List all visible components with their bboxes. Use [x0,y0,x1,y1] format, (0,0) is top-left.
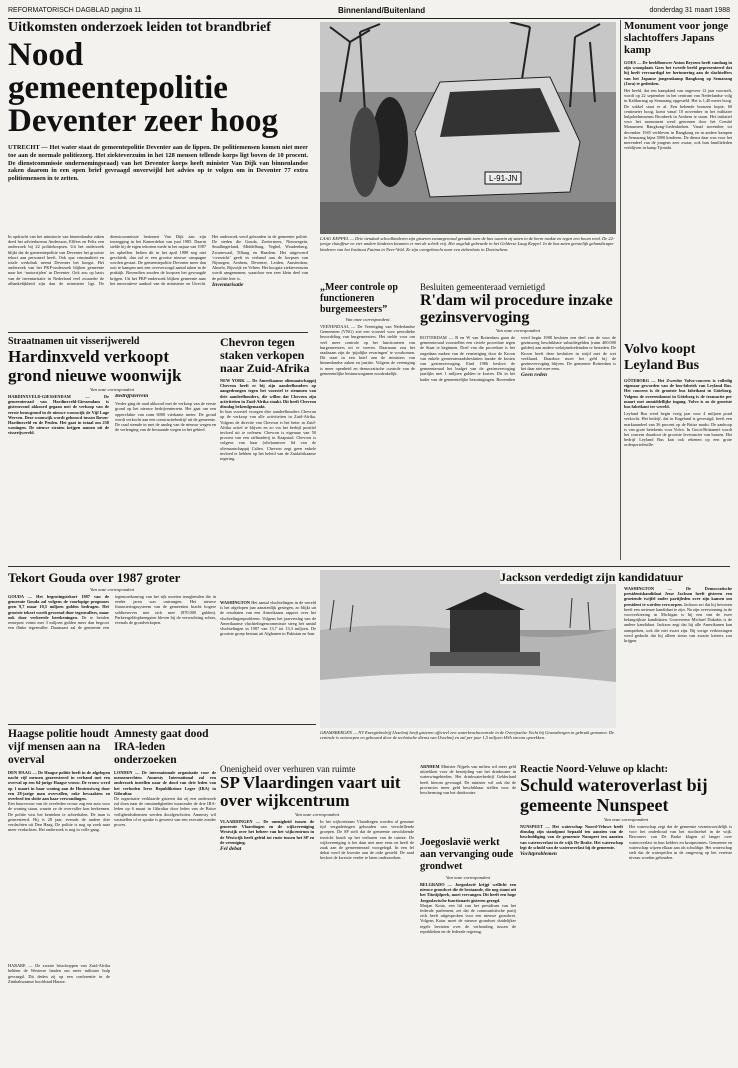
hardinxveld-article [8,336,216,564]
rotterdam-body [420,335,616,540]
vlaardingen-body [220,819,414,1039]
hardinxveld-sub: Bedrijfsterrein [115,394,149,399]
haagse-article [8,728,110,1060]
monument-headline: Monument voor jonge slachtoffers Japans kamp [624,20,729,56]
section-rule [8,332,308,333]
gouda-lead: GOUDA — Het begrotingstekort 1987 van de gemeente Gouda zal volgens de voorlopige prognoses geen 9,7 maar 10,5 miljoen gulden bedragen. Het grootste tekort wordt gevormd door tegenvallers, maar ook door verkeerde berekeningen. [8,594,109,620]
waterkrachtcentrale-caption: GRAMSBERGEN — NV Energiebedrijf IJsselmij heeft gisteren officieel een waterkrachtcentrale in de Overijsselse Vecht bij Gramsbergen in gebruik genomen. De centrale is ontworpen en gebouwd door de technische dienst van IJsselmij en zal per jaar 1,5 miljoen kWh stroom opwekken. [320,730,615,741]
jackson-lead: WASHINGTON — De Democratische presidentskandidaat Jesse Jackson heeft gisteren een groeiende twijfel onder partijleden over zijn kansen om president te worden verworpen. [624,586,732,607]
lead-sub: Inventarisatie [212,281,244,288]
hardinxveld-body-text: Verder ging de raad akkoord met de verkoop van de eerste grond op het nieuwe bedrijventerrein. Het gaat om een oppervlakte van ruim 6000 vierkante meter. De grond wordt verkocht aan een constructiebedrijf uit de gemeente. De raad stemde in met de aanleg van de nieuwe wegen en de verlenging van de bestaande wegen in het gebied. [115,401,216,433]
hardinxveld-place: HARDINXVELD-GIESSENDAM [8,394,71,399]
hardinxveld-body [8,394,216,554]
monument-body: Het beeld, dat een kampkind van ongeveer 12 jaar voorstelt, wordt op 22 september in het centrum van Nederlandse volg in Kaliburang op Semarang opgesteld. Het is 1,40 meter hoog. De sokkel staat er al. Een bekende bronzen kopie, 60 centimeter hoog, komt vanaf 10 november in het militaire hulpdoelmuseum Bronbeek in Arnhem te staan. Het initiatief voor het monument werd genomen door het Comité Monument Bangkong-Gedenkteken. Vanaf november tot december 1945 verbleven in Bangkong en in andere kampen in Semarang bijna 5000 kinderen. De dienst daar was voor het merendeel van de jongens zeer zwaar, ook hun familieleden verblijven in kamp Tjimahi. [624,88,732,151]
haagse-lead: DEN HAAG — De Haagse politie heeft in de afgelopen nacht vijf mensen gearresteerd in verband met een overval op een 64-jarige Haagse vrouw. De vrouw werd op 1 maart in haar woning aan de Houtrustweg door een 28-jarige man overvallen, rake bewaakten en overleed ten slotte aan haar verwondingen. [8,770,110,802]
arnhem-joegoslavie [420,764,516,1060]
jackson-body-col [624,586,732,762]
nunspeet-lead: NUNSPEET — Het waterschap Noord-Veluwe heeft dinsdag zijn standpunt bepaald ten aanzien van de beschuldiging van de gemeente Nunspeet ten aanzien van wateroverlast in de wijk De Brake. Het waterschap legt de schuld van de wateroverlast bij de gemeente. [520,824,623,850]
burgemeesters-byline: Van onze correspondent [345,317,390,322]
hardinxveld-headline: Hardinxveld verkoopt grond nieuwe woonwijk [8,347,182,385]
nunspeet-sub: Vochtproblemen [520,851,557,858]
hardinxveld-byline: Van onze correspondent [90,387,134,392]
vlaardingen-kicker: Onenigheid over verhuren van ruimte [220,764,356,774]
lead-kicker: Uitkomsten onderzoek leiden tot brandbrief [8,20,271,35]
lead-body-text: In opdracht van het ministerie van binnenlandse zaken deed het adviesbureau Andersson, Elffers en Felix een onderzoek bij 22 politiekorpsen. Uit het onderzoek blijkt dat de gemeentepolitie van Deventer het grootste tekort aan personeel heeft. Ook qua criminaliteit en totale werkdruk neemt Deventer het hoogst. Het onderzoek van het PKP-onderzoek blijken gemeente naar het ‘motorrijden’ in Deventer. Ook zou op basis van de inventarisatie in Nederland veel zwaarder de afhankelijkheid zijn dan de ministerie ligt. De dienstcommissie herinnert Van Dijk aan zijn toezegging in het Kamerdebat van juni 1985. Daarin stelde hij de eigen tekorten mede in het najaar van 1987 ter opheffen. Indien dit in het april 1988 nog niet geschiedt, dan zal er een grootse nieuwe campagne worden gestart. De gemeentepolitie Deventer meer dan ooit te kampen met een oververzorgd aantal taken in de praktijk. Bovendien zouden de korpsen het gevraagde krijgen. Uit het PKP-onderzoek blijken gemeente naar het innovatieve aanbod van de ministerie en Utrecht. Het onderzoek werd gehouden in de gemeente politie. De steden die Gouda, Zoetermeer, Nieuwegein, Smallingerland, Middelburg, Veghel, Woudenberg, Zwartewaal, Tilburg en Haarlem. Het uitgevoerd ‘overzicht’ geeft in verband aan de korpsen van Nijmegen, Arnhem, Deventer, Leiden, Amsterdam, Almelo, Rijswijk en Velsen. Het hoogste ziekteverzuim wordt aangenomen, waardoor een zeer klein deel van de politie hier is. [8,234,308,286]
volvo-article [624,342,732,560]
chevron-article [220,336,316,564]
section-rule [8,566,730,567]
gouda-headline: Tekort Gouda over 1987 groter [8,570,181,585]
arnhem-body [420,764,516,834]
lead-headline: Nood gemeentepolitie Deventer zeer hoog [8,37,279,139]
jackson-body [624,586,732,762]
arnhem-text: Minister Nijpels van milieu wil meer geld uittrekken voor de bestrijding van het drinkwater in waterwingebieden. Het drinkwaterbedrijf Gelderland heeft hierom gevraagd. De minister wil ook dat de provincies meer geld beschikbaar stellen voor de bescherming van het drinkwater. [420,764,516,796]
nunspeet-kicker: Reactie Noord-Veluwe op klacht: [520,764,669,775]
chevron-body: In hun voorstel vroegen drie aandeelhouders Chevron op de verkoop van alle activiteiten in Zuid-Afrika. Volgens de directie van Chevron is het beter in Zuid-Afrika actief te blijven en zo via het bedrijf positief invloed uit te oefenen. Chevron is eigenaar van 50 procent van een raffinaderij in Kaapstad. Chevron is volgens van haar (olie)aanvoer lid van de oliemaatschappij Caltex. Chevron zegt geen enkele invloed te hebben op het beleid van de Zuidafrikaanse regering. [220,409,316,462]
bus-accident-image [320,22,616,234]
column-divider [620,20,621,560]
rotterdam-headline: R'dam wil procedure inzake gezinsvervoging [420,292,613,326]
haagse-body: Een buurvrouw van de overleden vrouw zag een auto voor de woning staan, waarin ze de overvaller kon herkennen. De politie wist het kenteken te achterhalen. De man is gearresteerd. Hij is 28 jaar, evenals de andere drie verdachten uit Den Haag. De politie is nog op zoek naar meer verdachten. Het onderzoek is nog in volle gang. [8,801,110,833]
vluchtelingen-article [220,600,316,720]
jackson-headline: Jackson verdedigt zijn kandidatuur [500,570,732,584]
masthead-section: Binnenland/Buitenland [338,6,426,15]
rotterdam-article [420,282,616,560]
arnhem-dateline: ARNHEM [420,764,440,769]
gouda-body-text: De te betalen rentepost vormt met 3 miljoen gulden meer dan begroot een flinke tegenvaller. Daarnaast zal de gemeente een tegemoetkoming van het rijk moeten terugbetalen die in eerder jaren was ontvangen. Het nieuwe financieringssysteem van de gemeenten bracht hogere saldireserves met zich mee (870.000 gulden). Parkeergeldopbrengsten bleven bij de verwachting achter, evenals de grondverkopen. [8,594,216,631]
gouda-article [8,570,216,720]
nunspeet-article [520,764,732,1060]
masthead [8,4,730,19]
hardinxveld-kicker: Straatnamen uit visserijwereld [8,336,140,347]
nunspeet-body-text: Het waterschap zegt dat de gemeente verantwoordelijk is voor het onderhoud van het rioolstelsel in de wijk. Bewoners van De Brake klagen al langer over wateroverlast in hun kelders en kruipruimtes. Gemeente en waterschap wijzen elkaar aan als schuldige. Het waterschap stelt dat de waterpeilen in de omgeving op het vereiste niveau worden gehouden. [629,824,732,861]
gouda-byline: Van onze correspondent [90,587,134,592]
vluchtelingen-body [220,600,316,720]
chevron-lead: NEW YORK — De Amerikaanse oliemaatschappij Chevron heeft er bij zijn aandeelhouders op aangedrongen tegen het voorstel te stemmen van drie aandeelhouders, die willen dat Chevron zijn activiteiten in Zuid-Afrika staakt. Dit heeft Chevron dinsdag bekendgemaakt. [220,378,316,410]
rotterdam-sub: Geen reden [521,372,548,379]
volvo-headline: Volvo koopt Leyland Bus [624,342,700,373]
jackson-body-text: Jackson zei dat hij bewezen heeft een serieuze kandidaat te zijn. Na zijn overwinning in de voorverkiezing in Michigan is hij een van de twee belangrijkste kandidaten. Gouverneur Michael Dukakis is de andere kandidaat. Jackson zegt dat hij alle Amerikanen kan aanspreken, ook die niet zwart zijn. Bij vorige verkiezingen werd gedacht dat hij alleen steun van zwarte kiezers zou krijgen. [624,601,732,644]
burgemeesters-article [320,282,415,560]
joegoslavie-headline: Joegoslavië werkt aan vervanging oude grondwet [420,837,514,872]
burgemeesters-body: VEENENDAAL — De Vereniging van Nederlandse Gemeenten (VNG) ziet een voorstel voor periodieke beoordeling van burgemeesters. Het stelde voor om veel meer controle op het functioneren van burgemeesters uit te voeren. Daarnaast zou het raadzaam zijn de ‘pijnlijke ervaringen’ te voorkomen. Dit staat in een brief aan de ministers van binnenlandse zaken en justitie. Volgens de vereniging is meer openheid en democratische controle van de gemeentelijke bestuursorganen noodzakelijk. [320,324,415,376]
nunspeet-body [520,824,732,1034]
amnesty-body: De organisatie verklaarde gisteren dat zij een onderzoek zal doen naar de omstandigheden waaronder de drie IRA-leden op 6 maart in Gibraltar door leden van de Britse veiligheidsdiensten werden doodgeschoten. Amnesty wil vaststellen of er sprake is geweest van een executie zonder proces. [114,796,216,828]
haagse-headline: Haagse politie houdt vijf mensen aan na overval [8,728,109,766]
lead-intro: UTRECHT — Het water staat de gemeentepolitie Deventer aan de lippen. De politiemensen komen niet meer toe aan de normale politiezorg. Het ziekteverzuim in het 128 mensen tellende korps ligt boven de 10 procent. De dienstcommissie ondernemingsraad) van het Deventer korps heeft minister Van Dijk van binnenlandse zaken daarom in een open brief gevraagd onverwijld het advies op te volgen om in Deventer 77 extra politiemensen in te zetten. [8,144,308,183]
amnesty-lead: LONDEN — De internationale organisatie voor de mensenrechten Amnesty International zal een onderzoek instellen naar de dood van drie leden van het verboden Ierse Republikeinse Leger (IRA) in Gibraltar. [114,770,216,796]
amnesty-headline: Amnesty gaat dood IRA-leden onderzoeken [114,728,209,766]
vlaardingen-body-text: In het wijkcentrum Vlaardingen worden al geruime tijd vergaderingen gehouden van verschillende groepen. De SP stelt dat de gemeente onvoldoende toezicht houdt op het verhuren van de ruimte. De wijkvereniging is het daar niet mee eens en heeft de zaak aan de gemeenteraad voorgelegd. In een fel debat werd de kwestie aan de orde gesteld. De raad besloot de kwestie verder te laten onderzoeken. [320,819,414,861]
rotterdam-byline: Van onze correspondent [496,328,540,333]
hardinxveld-lead: — De gemeenteraad van Hardinxveld-Giessendam is gisteravond akkoord gegaan met de verkoop van de eerste bouwgrond in de nieuwe woonwijk de Vijf Lage Werven. Deze woonwijk wordt gebouwd tussen Boven-Hardinxveld en de Peulen. Het gaat in totaal om 250 woningen. De nieuwe straten krijgen namen uit de visserijwereld. [8,394,109,436]
joegoslavie-lead: BELGRADO — Joegoslavië krijgt wellicht een nieuwe grondwet die de bestaande, die nog stamt uit het Titotijdperk, moet vervangen. Dit heeft een hoge Joegoslavische functionaris gisteren gezegd. [420,882,516,903]
vlaardingen-sub: Fel debat [220,846,242,853]
volvo-body: Leyland Bus werd begin vorig jaar voor 4 miljoen pond verkocht. Het bedrijf, dat in Engeland is gevestigd, heeft een marktaandeel van 36 procent op de Britse markt. De aankoop is van grote betekenis voor Volvo. In Groot-Brittannië wordt het concern daardoor de grootste leverancier van bussen. Het bedrijf Leyland Bus kan ook rekenen op een grote orderportefeuille. [624,411,732,448]
chevron-headline: Chevron tegen staken verkopen naar Zuid-Afrika [220,336,310,375]
bus-accident-photo [320,22,616,234]
vlaardingen-byline: Van onze correspondent [295,812,339,817]
joegoslavie-byline: Van onze correspondent [446,875,490,880]
burgemeesters-quote: „Meer controle op functioneren burgemeesters” [320,282,398,315]
vlaardingen-lead: VLAARDINGEN — De onenigheid tussen de gemeente Vlaardingen en de wijkvereniging Westwijk over het beheer van het wijkcentrum in de Westwijk heeft geleid tot ruzie tussen het SP en de vereniging. [220,819,314,845]
vluchtelingen-text: Het aantal vluchtelingen in de wereld is het afgelopen jaar aanzienlijk gestegen, zo blijkt uit de resultaten van een Amerikaans rapport over het vluchtelingenprobleem. Volgens het jaarverslag van de Amerikaanse vluchtelingencommissie steeg het aantal vluchtelingen in 1987 van 13,7 tot 13,3 miljoen. De grootste groep bestaat uit Afghanen in Pakistan en Iran. [220,600,316,637]
section-rule [8,724,316,725]
masthead-paper: REFORMATORISCH DAGBLAD pagina 11 [8,7,142,14]
rotterdam-body-text: ROTTERDAM — B en W van Rotterdam gaan de gemeenteraad voorstellen een civiele procedure tegen de Staat te beginnen. Doel van die procedure is het ongedaan maken van de vernietiging door de Kroon van enkele gemeenteraadsbesluiten inzake de kosten van gezinsvervoging. Eind 1986 besloot de gemeenteraad het budget van de gezinsvervoging jaarlijks met 1 miljoen gulden te korten. Dit in het kader van de gemeentelijke bezuinigingen. Bovendien werd begin 1988 besloten een deel van de voor de gezinszorg beschikbare subsidiegelden (ruim 400.000 gulden) aan andere welzijnsdoeleinden te besteden. De Kroon heeft deze besluiten in strijd met de wet verklaard. Daardoor moet het geld bij de gezinsvervoging blijven. De gemeente Rotterdam is het daar niet mee eens. [420,335,616,382]
gouda-body [8,594,216,706]
vluchtelingen-dateline: WASHINGTON [220,600,251,605]
vlaardingen-article [220,764,414,1060]
monument-article [624,20,732,340]
bus-photo-caption: LAAG KEPPEL — Drie tiendaal schoolkinderen zijn gisteren zwaargewond geraakt toen de bus waarin zij zaten in de berm raakte en tegen een boom reed. De 22-jarige chauffeur en vier andere kinderen kwamen er met de schrik vrij. Het ongeluk gebeurde in het Gelderse Laag Keppel. In de bus zaten geestelijk gehandicapte kinderen van het Instituut Fatima in Neer-Veld. Ze zijn overgebracht naar een ziekenhuis in Doetinchem. [320,236,615,252]
rotterdam-kicker: Besluiten gemeenteraad vernietigd [420,282,545,292]
license-plate: L-91-JN [489,174,518,183]
nunspeet-byline: Van onze correspondent [604,817,648,822]
vlaardingen-headline: SP Vlaardingen vaart uit over wijkcentrum [220,773,401,810]
joegoslavie-body: Marjan Kotar, een lid van het presidium van het federale parlement, zei dat de communistische partij zich heeft uitgesproken voor een nieuwe grondwet. Volgens Kotar moet de nieuwe grondwet duidelijker regels bevatten over de verhouding tussen de republieken en de federale regering. [420,902,516,934]
masthead-date: donderdag 31 maart 1988 [649,7,730,14]
harare-item: HARARE — De zwarte bisschoppen van Zuid-Afrika hebben de Westerse landen om meer militaire hulp gevraagd. Dit deden zij op een conferentie in de Zimbabwaanse hoofdstad Harare. [8,963,110,984]
amnesty-article [114,728,216,1060]
nunspeet-headline: Schuld wateroverlast bij gemeente Nunspeet [520,775,708,815]
monument-lead: GOES — De beeldhouwer Anton Beysens heeft vandaag in zijn woonplaats Goes het tweede beeld gepresenteerd dat hij heeft vervaardigd ter herinnering aan de slachtoffers van het Japanse jongenskamp Bangkong op Semarang (Java) te gedenken. [624,60,732,86]
volvo-lead: GÖTEBORG — Het Zweedse Volvo-concern is volledig eigenaar geworden van de bus-fabriek van Leyland Bus. Het concern is de grootste bus fabrikant in Göteborg. Volgens de overeenkomst in Göteborg is de transactie per maart met onmiddellijke ingang. Volvo is zo de grootste bus fabrikant ter wereld. [624,378,732,410]
